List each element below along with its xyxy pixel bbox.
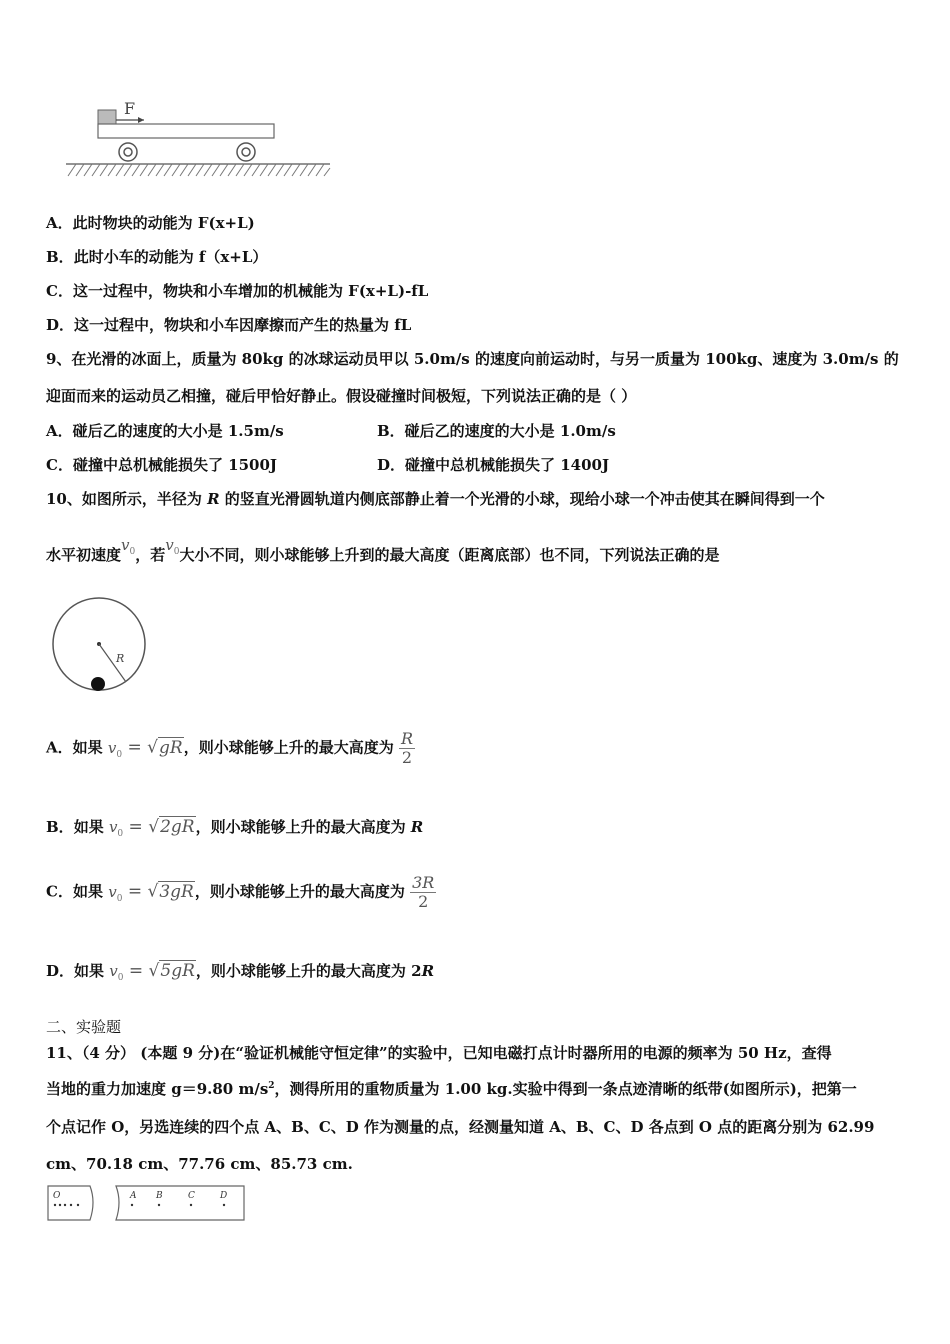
- q8-option-c: C．这一过程中，物块和小车增加的机械能为 F(x+L)-fL: [46, 282, 429, 300]
- radius-label: R: [116, 652, 125, 665]
- q9-option-a: A．碰后乙的速度的大小是 1.5m/s: [46, 422, 284, 440]
- q11-stem-line3: 个点记作 O，另选连续的四个点 A、B、C、D 作为测量的点，经测量知道 A、B、C、D 各点到 O 点的距离分别为 62.99: [46, 1118, 875, 1136]
- tape-label-o: O: [53, 1191, 61, 1201]
- q10-option-a: A．如果 $v_0 = √gR$，则小球能够上升的最大高度为 $\frac{R}{2}$: [46, 729, 413, 767]
- wheel-right: [237, 143, 255, 161]
- tape-label-d: D: [220, 1191, 228, 1201]
- fraction: $\frac{R}{2}$: [400, 729, 413, 767]
- q9-stem-line1: 9、在光滑的冰面上，质量为 80kg 的冰球运动员甲以 5.0m/s 的速度向前运动时，与另一质量为 100kg、速度为 3.0m/s 的: [46, 350, 899, 368]
- fraction: $\frac{3R}{2}$: [412, 873, 435, 911]
- q11-stem-line2: 当地的重力加速度 g＝9.80 $m/s^2$，测得所用的重物质量为 1.00 kg.实验中得到一条点迹清晰的纸带(如图所示)，把第一: [46, 1080, 857, 1098]
- q10-option-d: D．如果 $v_0 = √5gR$，则小球能够上升的最大高度为 2R: [46, 961, 435, 983]
- q9-option-b: B．碰后乙的速度的大小是 1.0m/s: [377, 422, 616, 440]
- circle-track-figure: [48, 596, 152, 696]
- tape-label-c: C: [188, 1191, 195, 1201]
- wheel-left: [119, 143, 137, 161]
- tape-label-a: A: [130, 1191, 137, 1201]
- q9-option-d: D．碰撞中总机械能损失了 1400J: [377, 456, 610, 474]
- q11-stem-line1: 11、（4 分） (本题 9 分)在“验证机械能守恒定律”的实验中，已知电磁打点计时器所用的电源的频率为 50 Hz，查得: [46, 1044, 832, 1062]
- q8-option-a: A．此时物块的动能为 F(x+L): [46, 214, 255, 232]
- tape-label-b: B: [156, 1191, 163, 1201]
- q10-option-b: B．如果 $v_0 = √2gR$，则小球能够上升的最大高度为 R: [46, 817, 424, 839]
- ball: [91, 677, 105, 691]
- q8-option-b: B．此时小车的动能为 f（x+L）: [46, 248, 268, 266]
- q8-option-d: D．这一过程中，物块和小车因摩擦而产生的热量为 fL: [46, 316, 412, 334]
- section-heading: 二、实验题: [46, 1018, 122, 1036]
- q10-stem-line1: 10、如图所示，半径为 R 的竖直光滑圆轨道内侧底部静止着一个光滑的小球，现给小球一个冲击使其在瞬间得到一个: [46, 490, 825, 508]
- force-label: F: [124, 99, 136, 118]
- paper-tape-figure: [44, 1184, 248, 1224]
- q10-option-c: C．如果 $v_0 = √3gR$，则小球能够上升的最大高度为 $\frac{3R}{2}$: [46, 873, 435, 911]
- q9-stem-line2: 迎面而来的运动员乙相撞，碰后甲恰好静止。假设碰撞时间极短，下列说法正确的是（ ）: [46, 387, 637, 405]
- q11-stem-line4: cm、70.18 cm、77.76 cm、85.73 cm.: [46, 1155, 353, 1173]
- cart-board: [98, 124, 274, 138]
- cart-figure: [62, 98, 334, 182]
- q9-option-c: C．碰撞中总机械能损失了 1500J: [46, 456, 278, 474]
- q10-stem-line2: 水平初速度$v_0$，若$v_0$大小不同，则小球能够上升到的最大高度（距离底部）也不同，下列说法正确的是: [46, 536, 720, 564]
